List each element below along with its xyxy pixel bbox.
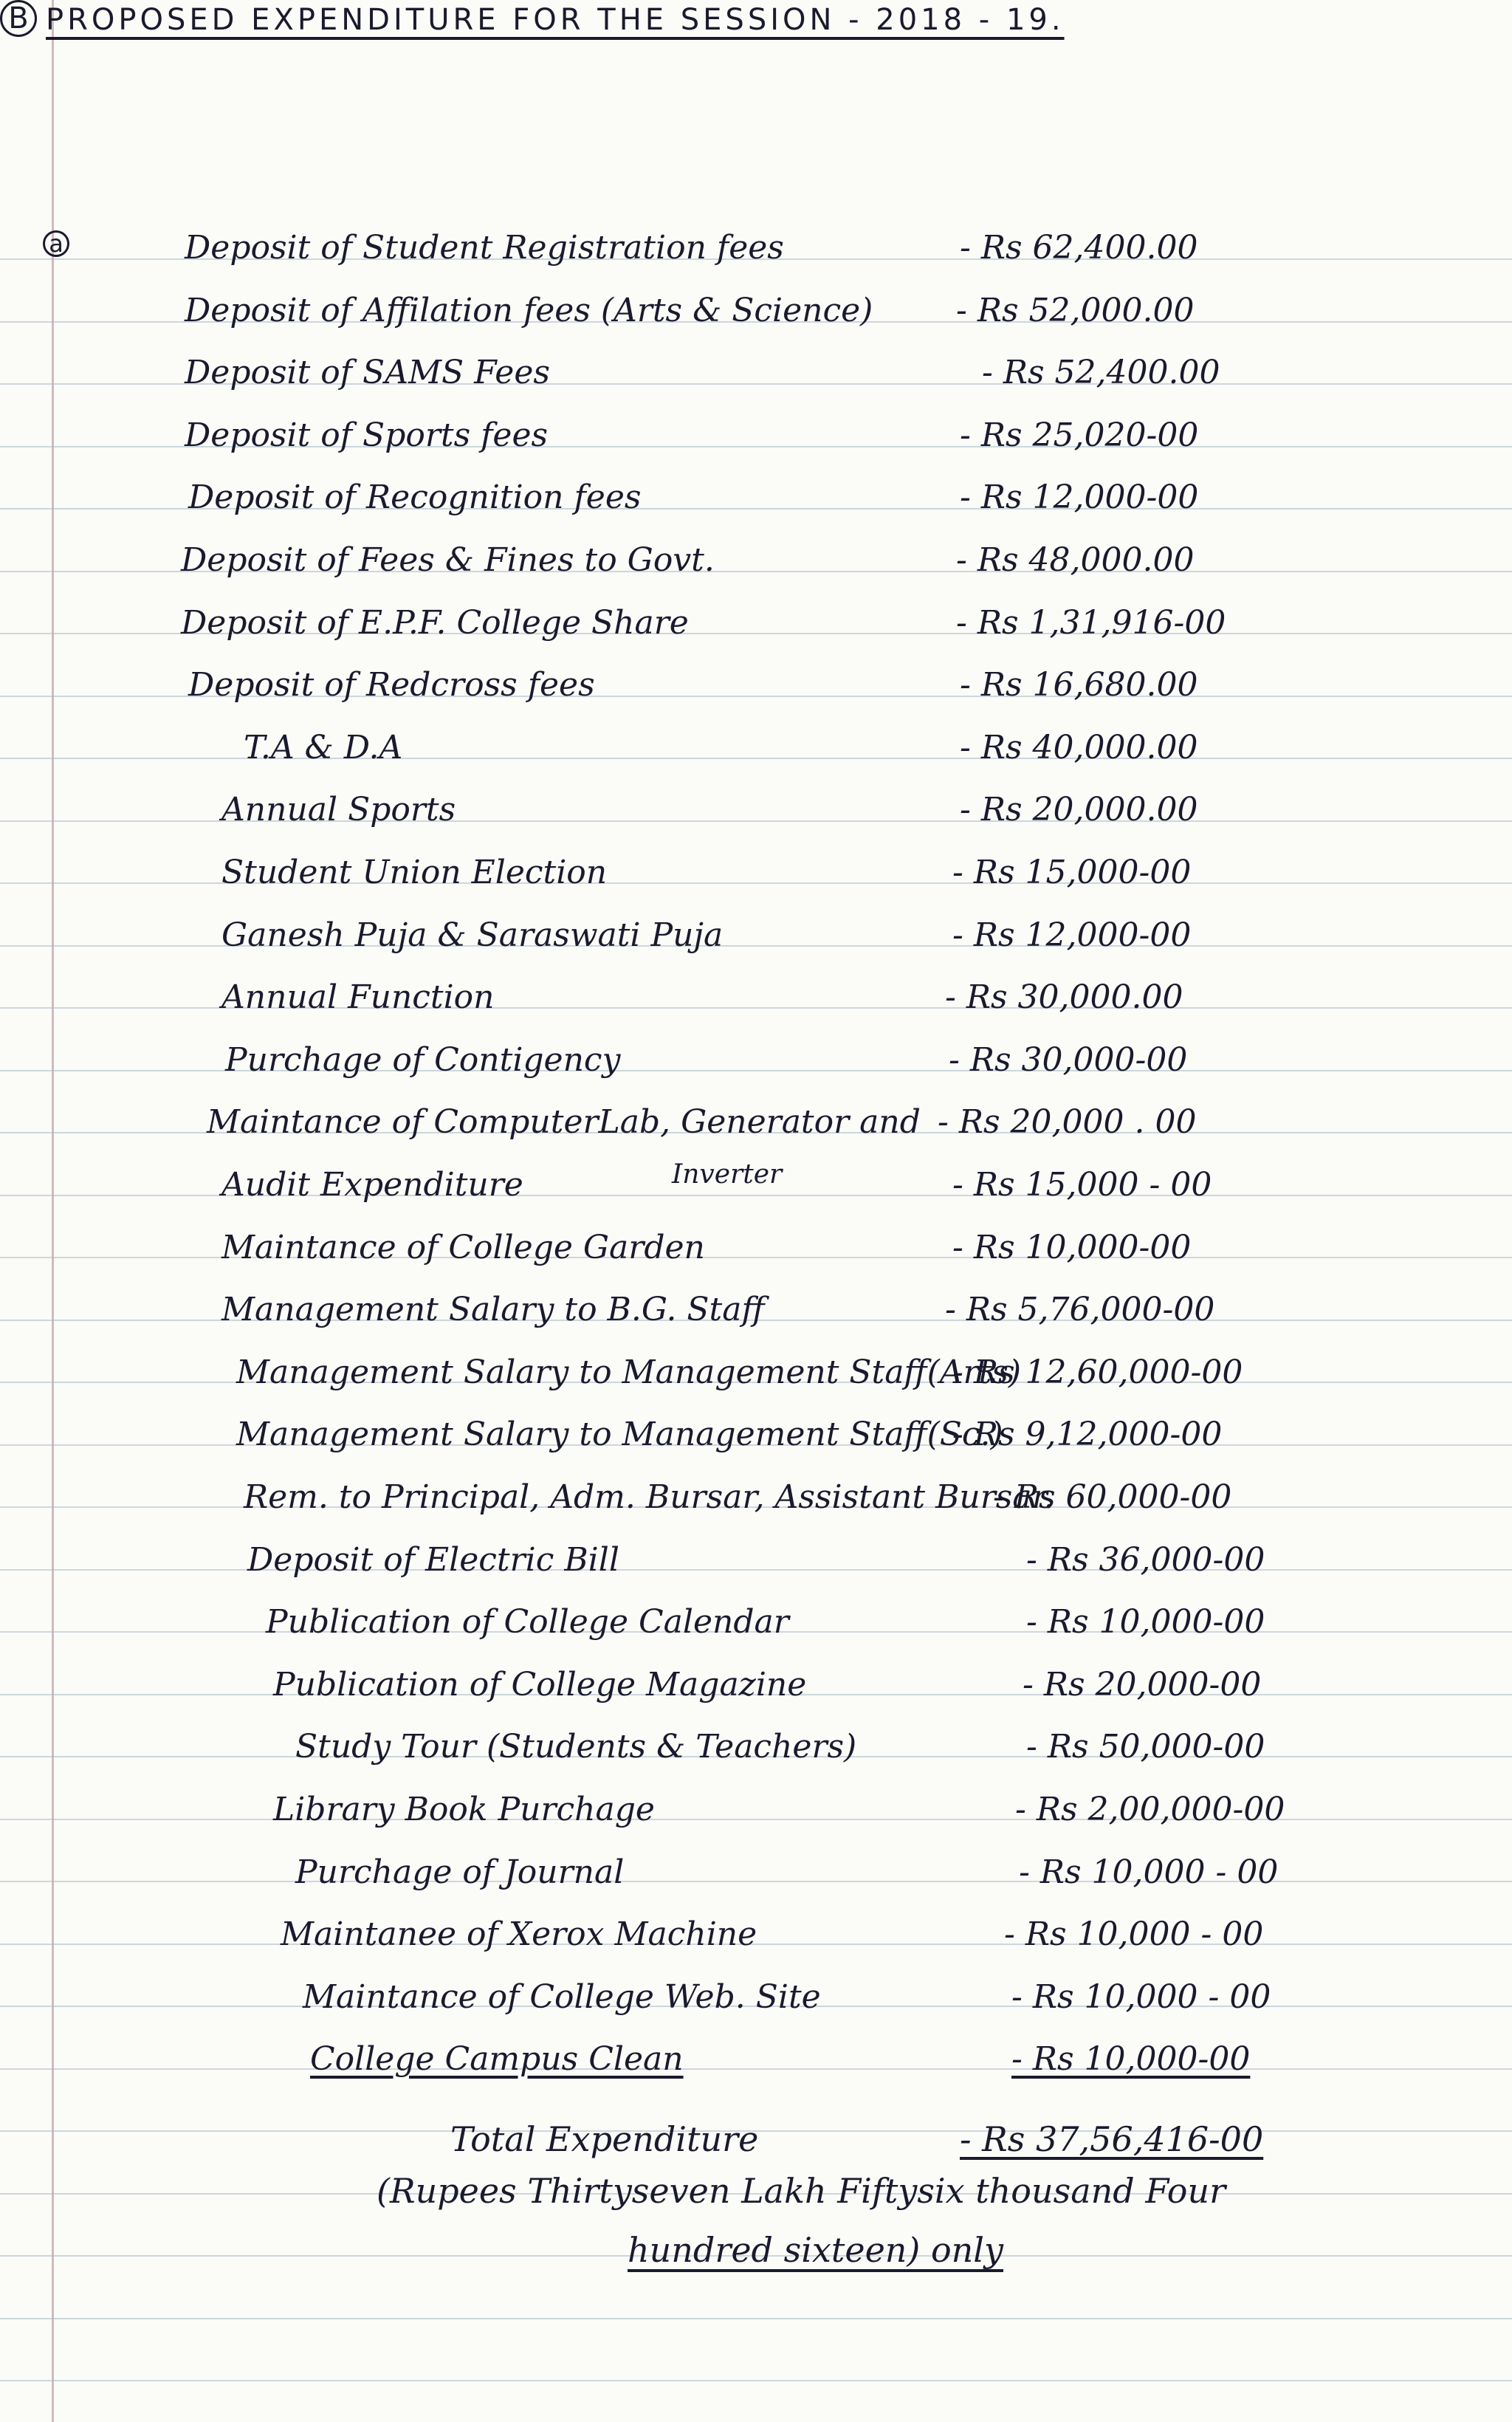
expenditure-label: Deposit of Recognition fees (188, 478, 642, 516)
expenditure-label: Deposit of SAMS Fees (185, 354, 550, 391)
expenditure-row (0, 354, 1512, 405)
expenditure-row (0, 1103, 1512, 1155)
expenditure-amount: - Rs 10,000 - 00 (1011, 1978, 1271, 2016)
expenditure-label: Publication of College Calendar (266, 1603, 789, 1641)
expenditure-label: Rem. to Principal, Adm. Bursar, Assistant Bursar. (244, 1478, 1054, 1516)
expenditure-amount: - Rs 2,00,000-00 (1015, 1791, 1285, 1828)
expenditure-row (0, 1354, 1512, 1405)
expenditure-label: Purchage of Contigency (225, 1041, 621, 1079)
ruled-line (0, 2380, 1512, 2381)
expenditure-amount: - Rs 10,000-00 (1026, 1603, 1265, 1641)
expenditure-label: Deposit of Affilation fees (Arts & Science) (185, 292, 873, 329)
expenditure-label: Deposit of E.P.F. College Share (181, 604, 689, 642)
expenditure-amount: - Rs 10,000 - 00 (1004, 1915, 1264, 1953)
expenditure-label: Deposit of Electric Bill (247, 1541, 619, 1579)
expenditure-row (0, 478, 1512, 530)
expenditure-row (0, 1978, 1512, 2030)
expenditure-amount: - Rs 5,76,000-00 (945, 1291, 1215, 1328)
expenditure-amount: - Rs 36,000-00 (1026, 1541, 1265, 1579)
expenditure-row (0, 1853, 1512, 1905)
expenditure-amount: - Rs 12,000-00 (952, 916, 1192, 954)
expenditure-amount: - Rs 10,000 - 00 (1019, 1853, 1279, 1891)
expenditure-row (0, 791, 1512, 843)
expenditure-label: Audit Expenditure (221, 1166, 523, 1204)
expenditure-label: Deposit of Student Registration fees (185, 229, 784, 267)
expenditure-row (0, 978, 1512, 1030)
expenditure-row (0, 2040, 1512, 2092)
expenditure-label: Management Salary to B.G. Staff (221, 1291, 765, 1328)
expenditure-row (0, 1541, 1512, 1593)
inverter-note: Inverter (672, 1159, 783, 1190)
expenditure-label: Management Salary to Management Staff(Sc.) (236, 1416, 1003, 1453)
expenditure-label: Deposit of Redcross fees (188, 666, 595, 704)
amount-in-words-line2: hundred sixteen) only (628, 2230, 1004, 2270)
expenditure-label: College Campus Clean (310, 2040, 684, 2078)
expenditure-amount: - Rs 15,000-00 (952, 854, 1192, 891)
expenditure-amount: - Rs 12,000-00 (960, 478, 1199, 516)
expenditure-amount: - Rs 20,000.00 (960, 791, 1198, 829)
heading-text: PROPOSED EXPENDITURE FOR THE SESSION - 2018 - 19. (46, 3, 1065, 37)
expenditure-row (0, 854, 1512, 905)
expenditure-amount: - Rs 52,400.00 (982, 354, 1220, 391)
expenditure-row (0, 292, 1512, 343)
section-marker: B (0, 0, 37, 37)
expenditure-row (0, 729, 1512, 781)
expenditure-label: Deposit of Fees & Fines to Govt. (181, 541, 715, 579)
expenditure-amount: - Rs 62,400.00 (960, 229, 1198, 267)
expenditure-amount: - Rs 48,000.00 (956, 541, 1195, 579)
expenditure-row (0, 1666, 1512, 1718)
expenditure-row (0, 1229, 1512, 1280)
expenditure-row (0, 666, 1512, 718)
expenditure-row (0, 541, 1512, 593)
ruled-line (0, 2318, 1512, 2319)
sub-section-marker: a (43, 230, 69, 257)
total-label: Total Expenditure (450, 2119, 759, 2159)
expenditure-amount: - Rs 40,000.00 (960, 729, 1198, 766)
expenditure-label: Management Salary to Management Staff(Arts) (236, 1354, 1022, 1391)
expenditure-row (0, 604, 1512, 656)
expenditure-label: Publication of College Magazine (273, 1666, 807, 1704)
expenditure-label: Library Book Purchage (273, 1791, 655, 1828)
expenditure-amount: - Rs 20,000 . 00 (938, 1103, 1197, 1141)
expenditure-amount: - Rs 30,000-00 (949, 1041, 1188, 1079)
amount-in-words-line1: (Rupees Thirtyseven Lakh Fiftysix thousand Four (377, 2171, 1226, 2211)
expenditure-label: Study Tour (Students & Teachers) (295, 1728, 857, 1766)
expenditure-amount: - Rs 1,31,916-00 (956, 604, 1226, 642)
expenditure-label: Ganesh Puja & Saraswati Puja (221, 916, 724, 954)
expenditure-amount: - Rs 12,60,000-00 (952, 1354, 1243, 1391)
expenditure-row (0, 1728, 1512, 1780)
expenditure-label: Student Union Election (221, 854, 608, 891)
expenditure-row (0, 916, 1512, 968)
expenditure-label: Maintance of ComputerLab, Generator and (207, 1103, 921, 1141)
expenditure-amount: - Rs 30,000.00 (945, 978, 1183, 1016)
total-amount: - Rs 37,56,416-00 (960, 2119, 1264, 2159)
expenditure-amount: - Rs 10,000-00 (1011, 2040, 1251, 2078)
expenditure-amount: - Rs 10,000-00 (952, 1229, 1192, 1266)
expenditure-row (0, 1416, 1512, 1467)
expenditure-row (0, 1478, 1512, 1530)
expenditure-label: T.A & D.A (244, 729, 403, 766)
expenditure-row (0, 1603, 1512, 1655)
expenditure-row (0, 1041, 1512, 1093)
expenditure-amount: - Rs 20,000-00 (1023, 1666, 1262, 1704)
expenditure-amount: - Rs 50,000-00 (1026, 1728, 1265, 1766)
expenditure-label: Maintanee of Xerox Machine (281, 1915, 757, 1953)
expenditure-amount: - Rs 15,000 - 00 (952, 1166, 1212, 1204)
expenditure-label: Maintance of College Garden (221, 1229, 705, 1266)
expenditure-label: Annual Sports (221, 791, 456, 829)
expenditure-amount: - Rs 52,000.00 (956, 292, 1195, 329)
expenditure-label: Maintance of College Web. Site (303, 1978, 821, 2016)
expenditure-row (0, 416, 1512, 468)
expenditure-row (0, 1915, 1512, 1967)
expenditure-label: Purchage of Journal (295, 1853, 625, 1891)
expenditure-amount: - Rs 60,000-00 (993, 1478, 1232, 1516)
expenditure-label: Deposit of Sports fees (185, 416, 549, 454)
expenditure-label: Annual Function (221, 978, 495, 1016)
expenditure-amount: - Rs 9,12,000-00 (952, 1416, 1223, 1453)
expenditure-row (0, 1291, 1512, 1342)
expenditure-amount: - Rs 16,680.00 (960, 666, 1198, 704)
section-heading (0, 0, 1512, 44)
expenditure-row (0, 1791, 1512, 1842)
expenditure-amount: - Rs 25,020-00 (960, 416, 1199, 454)
expenditure-row (0, 229, 1512, 281)
